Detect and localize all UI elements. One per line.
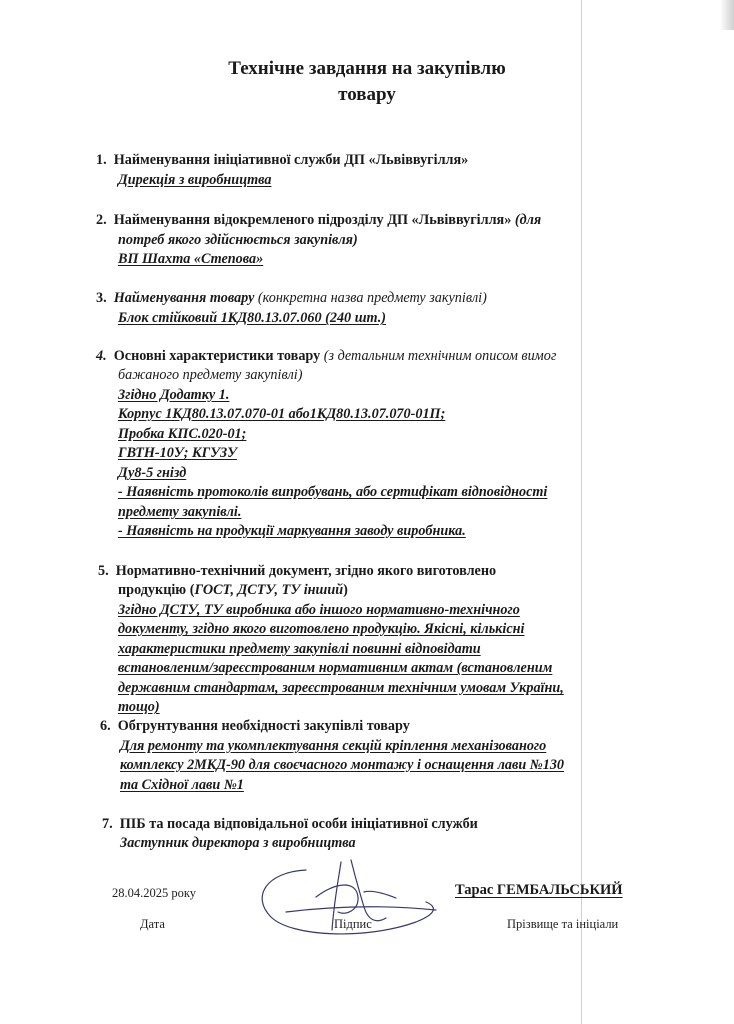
item-4-number: 4. xyxy=(96,348,107,364)
item-4-line: ГВТН-10У; КГУЗУ xyxy=(118,445,237,461)
item-5-number: 5. xyxy=(98,563,109,579)
item-5-heading-b-italic: ГОСТ, ДСТУ, ТУ інший xyxy=(194,582,344,598)
item-5-heading-a: Нормативно-технічний документ, згідно якого виготовлено xyxy=(115,563,497,579)
document-title-line2: товару xyxy=(338,84,396,105)
item-2-note-a: (для xyxy=(514,212,542,228)
item-4-line: - Наявність на продукції маркування заводу виробника. xyxy=(118,523,466,539)
item-6-heading xyxy=(100,717,410,735)
footer-date-label: Дата xyxy=(140,917,165,931)
scan-artifact-corner xyxy=(720,0,734,30)
footer-name-label: Прізвище та ініціали xyxy=(507,917,619,931)
item-5-heading-b-end: ) xyxy=(343,582,348,598)
item-1-heading xyxy=(96,151,468,169)
item-4-note-a: (з детальним технічним описом вимог xyxy=(323,348,557,364)
item-4-line: Пробка КПС.020-01; xyxy=(118,426,247,442)
footer-date: 28.04.2025 року xyxy=(112,886,197,900)
scan-artifact-line xyxy=(581,0,582,1024)
item-5-line: Згідно ДСТУ, ТУ виробника або іншого нормативно-технічного xyxy=(118,602,520,618)
item-1-heading-text: Найменування ініціативної служби ДП «Львіввугілля» xyxy=(113,152,469,168)
item-1-value: Дирекція з виробництва xyxy=(118,172,272,188)
item-2-heading xyxy=(96,211,541,229)
item-7-heading xyxy=(102,815,478,833)
item-3-value: Блок стійковий 1КД80.13.07.060 (240 шт.) xyxy=(118,310,386,326)
item-4-note-b: бажаного предмету закупівлі) xyxy=(118,367,303,383)
item-5-line: тощо) xyxy=(118,699,160,715)
item-5-line: характеристики предмету закупівлі повинні відповідати xyxy=(118,641,481,657)
footer-name: Тарас ГЕМБАЛЬСЬКИЙ xyxy=(455,882,623,898)
item-1-number: 1. xyxy=(96,152,107,168)
item-6-line: комплексу 2МКД-90 для своєчасного монтажу і оснащення лави №130 xyxy=(120,757,565,773)
item-2-heading-text: Найменування відокремленого підрозділу ДП «Львіввугілля» xyxy=(113,212,512,228)
item-4-line: предмету закупівлі. xyxy=(118,504,242,520)
item-7-value: Заступник директора з виробництва xyxy=(120,835,356,851)
item-3-note: (конкретна назва предмету закупівлі) xyxy=(257,290,487,306)
item-6-line: Для ремонту та укомплектування секцій кріплення механізованого xyxy=(120,738,547,754)
handwritten-signature xyxy=(246,852,446,942)
item-6-heading-text: Обгрунтування необхідності закупівлі товару xyxy=(117,718,410,734)
item-3-number: 3. xyxy=(96,290,107,306)
item-5-line: документу, згідно якого виготовлено продукцію. Якісні, кількісні xyxy=(118,621,525,637)
item-5-heading-b-text: продукцію ( xyxy=(118,582,195,598)
item-4-line: Корпус 1КД80.13.07.070-01 або1КД80.13.07.070-01П; xyxy=(118,406,446,422)
item-5-heading xyxy=(98,562,496,580)
item-6-number: 6. xyxy=(100,718,111,734)
item-5-line: встановленим/зареєстрованим нормативним актам (встановленим xyxy=(118,660,553,676)
item-4-line: - Наявність протоколів випробувань, або сертифікат відповідності xyxy=(118,484,548,500)
footer-signature-label: Підпис xyxy=(334,917,372,931)
item-4-line: Згідно Додатку 1. xyxy=(118,387,230,403)
item-5-line: державним стандартам, зареєстрованим технічним умовам України, xyxy=(118,680,564,696)
item-3-heading xyxy=(96,289,487,307)
item-4-heading-text: Основні характеристики товару xyxy=(113,348,321,364)
item-6-line: та Східної лави №1 xyxy=(120,777,244,793)
item-5-heading-b xyxy=(118,581,348,599)
item-4-line: Ду8-5 гнізд xyxy=(118,465,187,481)
item-7-heading-text: ПІБ та посада відповідальної особи ініціативної служби xyxy=(119,816,478,832)
document-title: Технічне завдання на закупівлю xyxy=(228,58,506,79)
item-2-note-b: потреб якого здійснюється закупівля) xyxy=(118,232,358,248)
item-3-heading-text: Найменування товару xyxy=(113,290,255,306)
item-2-number: 2. xyxy=(96,212,107,228)
item-2-value: ВП Шахта «Степова» xyxy=(118,251,264,267)
item-7-number: 7. xyxy=(102,816,113,832)
item-4-heading xyxy=(96,347,556,365)
